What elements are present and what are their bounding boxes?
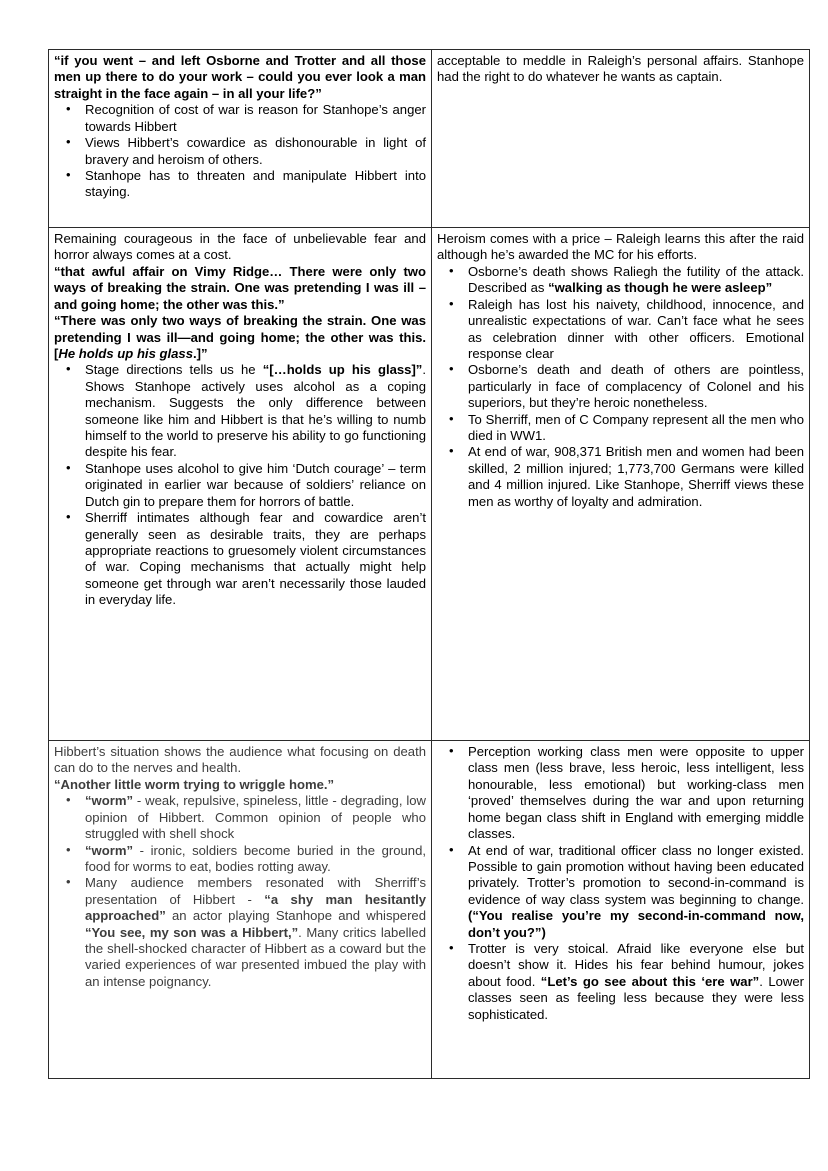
list-item	[54, 362, 426, 461]
list-item	[54, 875, 426, 990]
segment-bold: “walking as though he were asleep”	[548, 280, 773, 296]
list-item	[437, 362, 804, 411]
table-row	[49, 228, 810, 741]
list-item: • Stanhope has to threaten and manipulate Hibbert into staying.	[54, 168, 426, 201]
list-item	[54, 793, 426, 842]
segment-bold: (“You realise you’re my second-in-command now, don’t you?”)	[468, 908, 804, 940]
segment: . Lower classes seen as feeling less because they were less sophisticated.	[468, 973, 804, 1022]
segment: At end of war, traditional officer class no longer existed. Possible to gain promotion without having been educated privately. Trotter’s promotion to second-in-command is evidence of way class system was beginning to change.	[468, 842, 804, 907]
quote-2-part-a: “There was only two ways of breaking the strain. One was pretending I was ill—and going home; the other was this. [	[54, 313, 426, 361]
list-item	[437, 264, 804, 297]
segment: an actor playing Stanhope and whispered	[165, 908, 426, 924]
row-2-left-quote-2	[54, 313, 426, 362]
segment: - ironic, soldiers become buried in the ground, food for worms to eat, bodies rotting away.	[85, 842, 426, 874]
row-2-right-bullets	[437, 264, 804, 510]
list-item: • Recognition of cost of war is reason for Stanhope’s anger towards Hibbert	[54, 102, 426, 135]
segment-bold: “worm”	[85, 842, 134, 858]
segment: Raleigh has lost his naivety, childhood, innocence, and unrealistic expectations of war. Can’t face what he sees as celebration dinner with other officers. Emotional response clear	[468, 296, 804, 361]
row-3-right-cell	[432, 741, 810, 1079]
row-2-left-quote-1: “that awful affair on Vimy Ridge… There were only two ways of breaking the strain. One was pretending I was ill – and going home; the other was this.”	[54, 263, 426, 312]
row-1-right-cell	[432, 50, 810, 228]
list-item	[437, 941, 804, 1023]
quote-2-part-b: .]”	[192, 345, 208, 361]
list-item	[437, 444, 804, 510]
row-1-right-paragraph: acceptable to meddle in Raleigh’s personal affairs. Stanhope had the right to do whatever he wants as captain.	[437, 53, 804, 85]
row-2-right-lead: Heroism comes with a price – Raleigh learns this after the raid although he’s awarded the MC for his efforts.	[437, 231, 804, 263]
segment: Osborne’s death shows Raliegh the futility of the attack. Described as	[468, 263, 804, 296]
table-row	[49, 741, 810, 1079]
row-3-left-lead: Hibbert’s situation shows the audience what focusing on death can do to the nerves and health.	[54, 744, 426, 776]
segment: - weak, repulsive, spineless, little - degrading, low opinion of Hibbert. Common opinion of people who struggled with shell shock	[85, 793, 426, 842]
row-2-right-cell	[432, 228, 810, 741]
list-item	[437, 297, 804, 363]
list-item	[54, 461, 426, 510]
row-3-right-bullets	[437, 744, 804, 1023]
segment: To Sherriff, men of C Company represent all the men who died in WW1.	[468, 411, 804, 444]
segment: . Many critics labelled the shell-shocked character of Hibbert as a coward but the varied experiences of war presented imbued the play with an intense poignancy.	[85, 924, 426, 989]
segment-bold: “[…holds up his glass]”	[262, 362, 423, 378]
row-2-left-cell	[49, 228, 432, 741]
segment: Perception working class men were opposite to upper class men (less brave, less heroic, less intelligent, less honourable, less emotional) but working-class men ‘proved’ themselves during the war and upon returning home began class shift in England with emerging middle classes.	[468, 744, 804, 842]
notes-table	[48, 49, 810, 1079]
row-2-left-bullets	[54, 362, 426, 608]
segment: . Shows Stanhope actively uses alcohol as a coping mechanism. Suggests the only difference between someone like him and Hibbert is that he’s willing to numb himself to the world to preserve his ability to go functioning despite his fear.	[85, 362, 426, 460]
segment-bold: “a shy man hesitantly approached”	[85, 891, 427, 924]
quote-2-stage-direction: He holds up his glass	[58, 345, 193, 361]
list-item	[437, 412, 804, 445]
row-3-left-bullets	[54, 793, 426, 990]
table-row	[49, 50, 810, 228]
segment-bold: “You see, my son was a Hibbert,”	[85, 924, 299, 940]
row-1-left-bullets	[54, 102, 426, 201]
list-item	[437, 744, 804, 843]
segment: At end of war, 908,371 British men and women had been skilled, 2 million injured; 1,773,700 Germans were killed and 4 million injured. Like Stanhope, Sherriff views these men as worthy of loyalty and admiration.	[468, 444, 804, 509]
row-1-left-quote: “if you went – and left Osborne and Trotter and all those men up there to do your work – could you ever look a man straight in the face again – in all your life?”	[54, 53, 426, 101]
row-2-left-lead: Remaining courageous in the face of unbelievable fear and horror always comes at a cost.	[54, 231, 426, 263]
segment-bold: “Let’s go see about this ‘ere war”	[540, 973, 760, 989]
segment: Osborne’s death and death of others are pointless, particularly in face of complacency of Colonel and his superiors, but they’re heroic nonetheless.	[468, 362, 804, 411]
row-1-left-cell	[49, 50, 432, 228]
segment: Stanhope uses alcohol to give him ‘Dutch courage’ – term originated in earlier war because of soldiers’ reliance on Dutch gin to prepare them for horrors of battle.	[85, 460, 426, 509]
segment: Many audience members resonated with Sherriff’s presentation of Hibbert -	[85, 875, 426, 907]
list-item: • Views Hibbert’s cowardice as dishonourable in light of bravery and heroism of others.	[54, 135, 426, 168]
segment: Stage directions tells us he	[85, 362, 263, 378]
list-item	[54, 843, 426, 876]
list-item	[54, 510, 426, 609]
row-3-left-cell	[49, 741, 432, 1079]
segment-bold: “worm”	[85, 793, 134, 809]
list-item	[437, 843, 804, 942]
segment: Sherriff intimates although fear and cowardice aren’t generally seen as desirable traits, they are perhaps appropriate reactions to gruesomely violent circumstances of war. Coping mechanisms that actually might help someone get through war aren’t necessarily those lauded in everyday life.	[85, 510, 426, 608]
segment: Trotter is very stoical. Afraid like everyone else but doesn’t show it. Hides his fear behind humour, jokes about food.	[468, 941, 804, 989]
row-3-left-quote: “Another little worm trying to wriggle home.”	[54, 776, 335, 792]
